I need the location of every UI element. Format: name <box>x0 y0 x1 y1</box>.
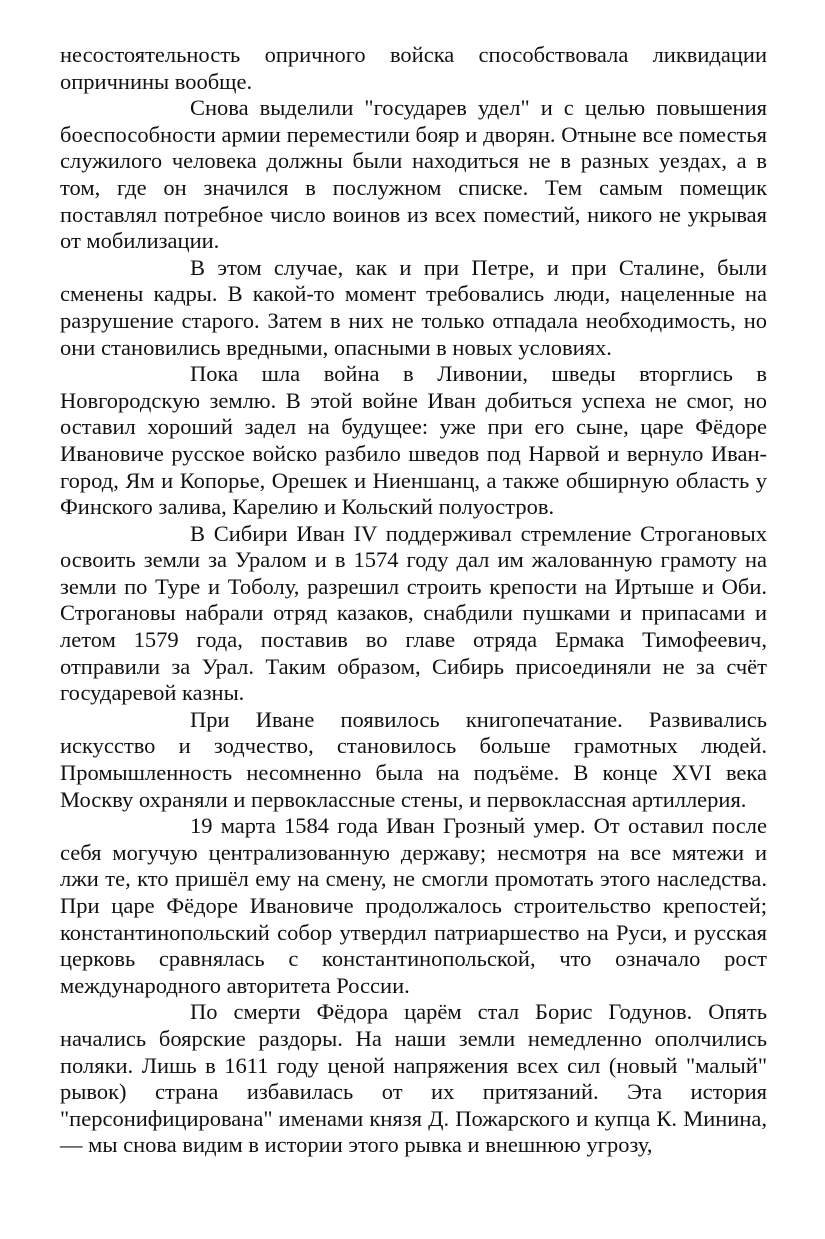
paragraph-8: По смерти Фёдора царём стал Борис Годунов. Опять начались боярские раздоры. На наши земли немедленно ополчились поляки. Лишь в 1611 году ценой напряжения всех сил (новый "малый" рывок) страна избавилась от их притязаний. Эта история "персонифицирована" именами князя Д. Пожарского и купца К. Минина, — мы снова видим в истории этого рывка и внешнюю угрозу, <box>60 999 767 1158</box>
paragraph-1: несостоятельность опричного войска способствовала ликвидации опричнины вообще. <box>60 42 767 94</box>
paragraph-7: 19 марта 1584 года Иван Грозный умер. От оставил после себя могучую централизованную державу; несмотря на все мятежи и лжи те, кто пришёл ему на смену, не смогли промотать этого наследства. При царе Фёдоре Ивановиче продолжалось строительство крепостей; константинопольский собор утвердил патриаршество на Руси, и русская церковь сравнялась с константинопольской, что означало рост международного авторитета России. <box>60 813 767 998</box>
paragraph-4: Пока шла война в Ливонии, шведы вторглись в Новгородскую землю. В этой войне Иван добиться успеха не смог, но оставил хороший задел на будущее: уже при его сыне, царе Фёдоре Ивановиче русское войско разбило шведов под Нарвой и вернуло Иван-город, Ям и Копорье, Орешек и Ниеншанц, а также обширную область у Финского залива, Карелию и Кольский полуостров. <box>60 361 767 520</box>
document-page <box>60 42 767 1159</box>
paragraph-3: В этом случае, как и при Петре, и при Сталине, были сменены кадры. В какой-то момент требовались люди, нацеленные на разрушение старого. Затем в них не только отпадала необходимость, но они становились вредными, опасными в новых условиях. <box>60 254 767 360</box>
paragraph-5: В Сибири Иван IV поддерживал стремление Строгановых освоить земли за Уралом и в 1574 году дал им жалованную грамоту на земли по Туре и Тоболу, разрешил строить крепости на Иртыше и Оби. Строгановы набрали отряд казаков, снабдили пушками и припасами и летом 1579 года, поставив во главе отряда Ермака Тимофеевич, отправили за Урал. Таким образом, Сибирь присоединяли не за счёт государевой казны. <box>60 520 767 706</box>
paragraph-2: Снова выделили "государев удел" и с целью повышения боеспособности армии переместили бояр и дворян. Отныне все поместья служилого человека должны были находиться не в разных уездах, а в том, где он значился в послужном списке. Тем самым помещик поставлял потребное число воинов из всех поместий, никого не укрывая от мобилизации. <box>60 95 767 254</box>
paragraph-6: При Иване появилось книгопечатание. Развивались искусство и зодчество, становилось больше грамотных людей. Промышленность несомненно была на подъёме. В конце XVI века Москву охраняли и первоклассные стены, и первоклассная артиллерия. <box>60 706 767 812</box>
